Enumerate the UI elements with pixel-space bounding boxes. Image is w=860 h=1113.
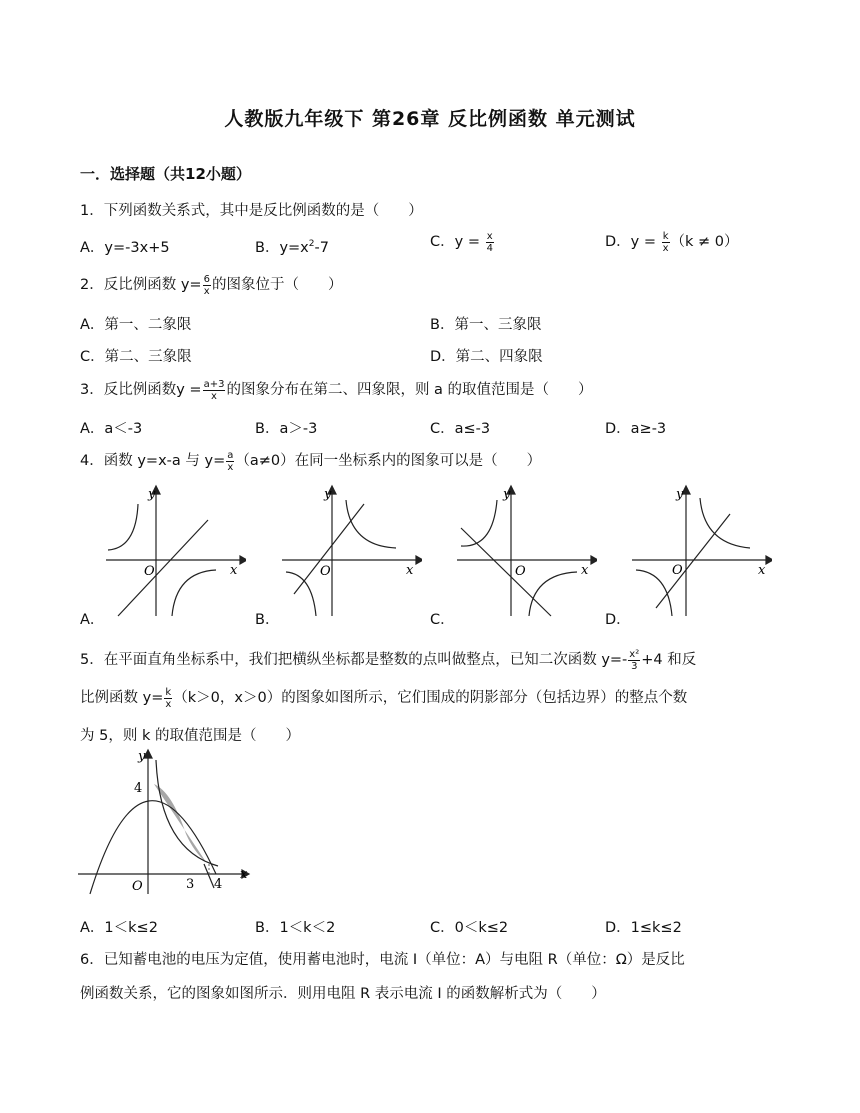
q4b-x-label: x [406,563,414,578]
question-5-line-2: 比例函数 y= $\frac{k}{x}$ （k＞0，x＞0）的图象如图所示，它们围成的阴影部分（包括边界）的整点个数 [80,686,688,710]
q5-x-label: x [240,867,248,882]
q5-option-d: D．1≤k≤2 [605,920,682,936]
question-2-stem: 2．反比例函数 y= $\frac{6}{x}$ 的图象位于（ ） [80,273,343,297]
q4c-y-label: y [503,487,511,502]
q1-option-d: D．y = $\frac{k}{x}$ （k ≠ 0） [605,230,739,254]
q1-option-c: C．y = $\frac{x}{4}$ [430,230,493,254]
question-4-stem: 4．函数 y=x-a 与 y= $\frac{a}{x}$ （a≠0）在同一坐标系内的图象可以是（ ） [80,449,542,473]
q2-option-d: D．第二、四象限 [430,349,543,365]
q5-y-label: y [138,749,146,764]
q5-option-c: C．0＜k≤2 [430,920,509,936]
q4-graph-b [280,484,422,620]
q5-option-a: A．1＜k≤2 [80,920,158,936]
q5-option-b: B．1＜k＜2 [255,920,336,936]
q2-option-b: B．第一、三象限 [430,317,542,333]
q4c-origin-label: O [515,564,526,579]
q4-option-d: D． [605,612,631,628]
q5-origin-label: O [132,879,143,894]
q3-option-c: C．a≤-3 [430,421,491,437]
question-5-line-1: 5．在平面直角坐标系中，我们把横纵坐标都是整数的点叫做整点，已知二次函数 y=- $\frac{\text{x²}}{3}$ +4 和反 [80,648,697,672]
question-3-stem: 3．反比例函数y = $\frac{a+3}{x}$ 的图象分布在第二、四象限，则 a 的取值范围是（ ） [80,378,593,402]
question-6-line-1: 6．已知蓄电池的电压为定值，使用蓄电池时，电流 I（单位：A）与电阻 R（单位：Ω）是反比 [80,952,685,968]
q5-x3-label: 3 [186,877,195,892]
q4-graph-d [630,484,772,620]
q4c-x-label: x [581,563,589,578]
q4a-origin-label: O [144,564,155,579]
q4b-y-label: y [324,487,332,502]
q4d-x-label: x [758,563,766,578]
q4d-origin-label: O [672,563,683,578]
q5-graph [76,748,256,896]
q4-graph-c [455,484,597,620]
q1-option-b: B．$y=x^2-7$ [255,239,329,256]
q3-option-d: D．a≥-3 [605,421,667,437]
q3-option-a: A．a＜-3 [80,421,143,437]
q1-option-a: A．y=-3x+5 [80,240,170,256]
section-heading: 一．选择题（共12小题） [80,165,251,183]
q4-option-b: B． [255,612,280,628]
q2-option-a: A．第一、二象限 [80,317,192,333]
q5-x4-label: 4 [214,877,223,892]
page-title: 人教版九年级下 第26章 反比例函数 单元测试 [224,108,636,130]
q4d-y-label: y [676,487,684,502]
q4a-x-label: x [230,563,238,578]
q4b-origin-label: O [320,564,331,579]
q5-y4-label: 4 [134,781,143,796]
q4-graph-a [104,484,246,620]
q2-option-c: C．第二、三象限 [80,349,192,365]
q3-option-b: B．a＞-3 [255,421,318,437]
question-1-stem: 1．下列函数关系式，其中是反比例函数的是（ ） [80,203,423,219]
q4-option-a: A． [80,612,105,628]
question-6-line-2: 例函数关系，它的图象如图所示．则用电阻 R 表示电流 I 的函数解析式为（ ） [80,986,606,1002]
q4a-y-label: y [148,487,156,502]
q4-option-c: C． [430,612,455,628]
question-5-line-3: 为 5，则 k 的取值范围是（ ） [80,728,300,744]
